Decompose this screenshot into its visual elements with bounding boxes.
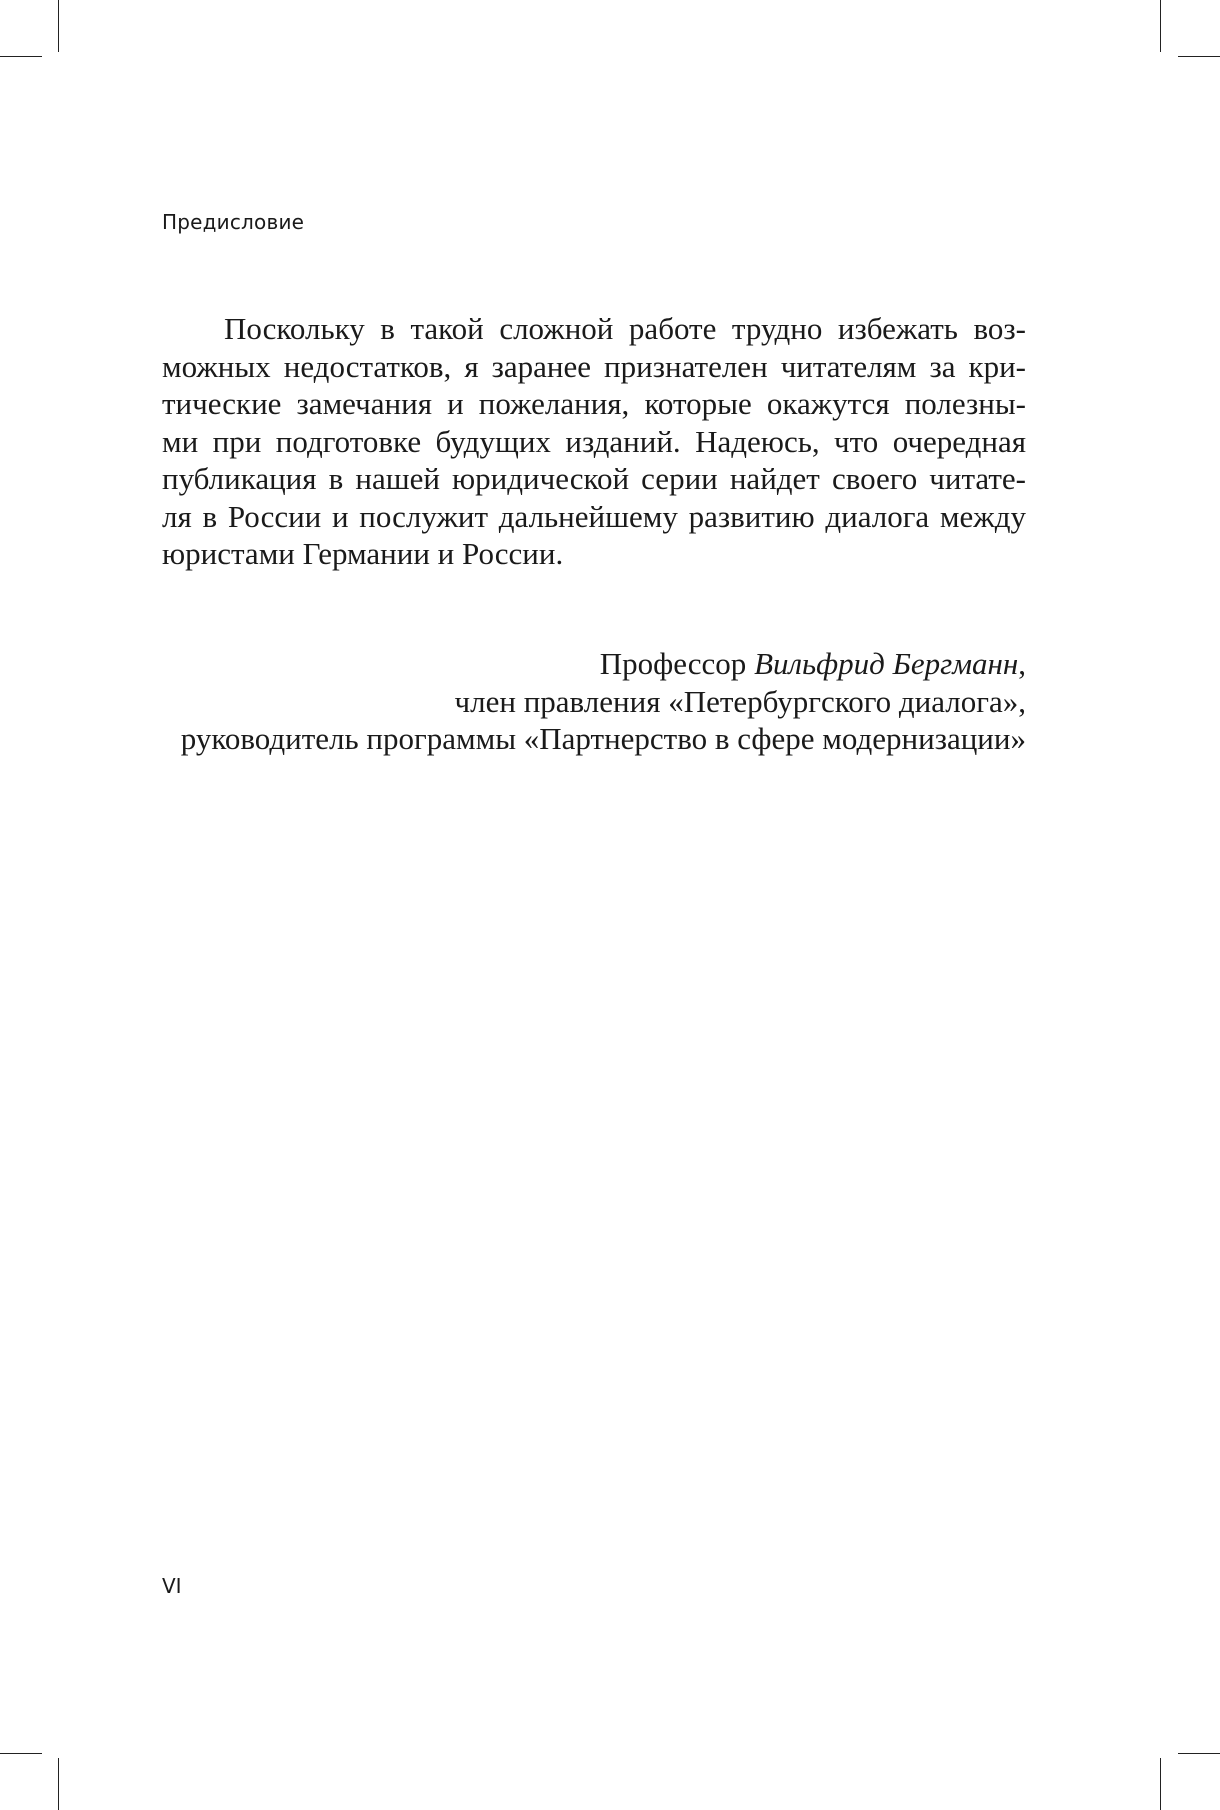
page-number: VI: [162, 1574, 182, 1598]
crop-mark-bottom-right-horizontal: [1178, 1753, 1220, 1754]
paragraph-line: публикация в нашей юридической серии найдет своего читате-: [162, 461, 1026, 496]
signature-block: [162, 645, 1026, 758]
signature-name-suffix: ,: [1018, 646, 1026, 681]
paragraph-line: Поскольку в такой сложной работе трудно избежать воз-: [224, 311, 1026, 346]
signature-line-1: [162, 645, 1026, 683]
signature-line-2: член правления «Петербургского диалога»,: [454, 683, 1026, 719]
signature-name: Вильфрид Бергманн: [754, 646, 1019, 681]
crop-mark-top-left-horizontal: [0, 56, 42, 57]
body-paragraph: [162, 310, 1026, 573]
crop-mark-bottom-left-horizontal: [0, 1753, 42, 1754]
crop-mark-top-right-horizontal: [1178, 56, 1220, 57]
signature-title: Профессор: [599, 646, 747, 681]
signature-line-3: руководитель программы «Партнерство в сфере модернизации»: [180, 721, 1026, 756]
paragraph-line: можных недостатков, я заранее признателен читателям за кри-: [162, 348, 1026, 384]
crop-mark-bottom-right-vertical: [1160, 1758, 1161, 1810]
paragraph-line: тические замечания и пожелания, которые окажутся полезны-: [162, 386, 1026, 421]
paragraph-line: юристами Германии и России.: [162, 536, 564, 571]
paragraph-line: ля в России и послужит дальнейшему развитию диалога между: [162, 498, 1026, 534]
crop-mark-top-right-vertical: [1160, 0, 1161, 52]
paragraph-line: ми при подготовке будущих изданий. Надеюсь, что очередная: [162, 423, 1026, 459]
running-head: Предисловие: [162, 210, 305, 234]
crop-mark-bottom-left-vertical: [58, 1758, 59, 1810]
crop-mark-top-left-vertical: [58, 0, 59, 52]
